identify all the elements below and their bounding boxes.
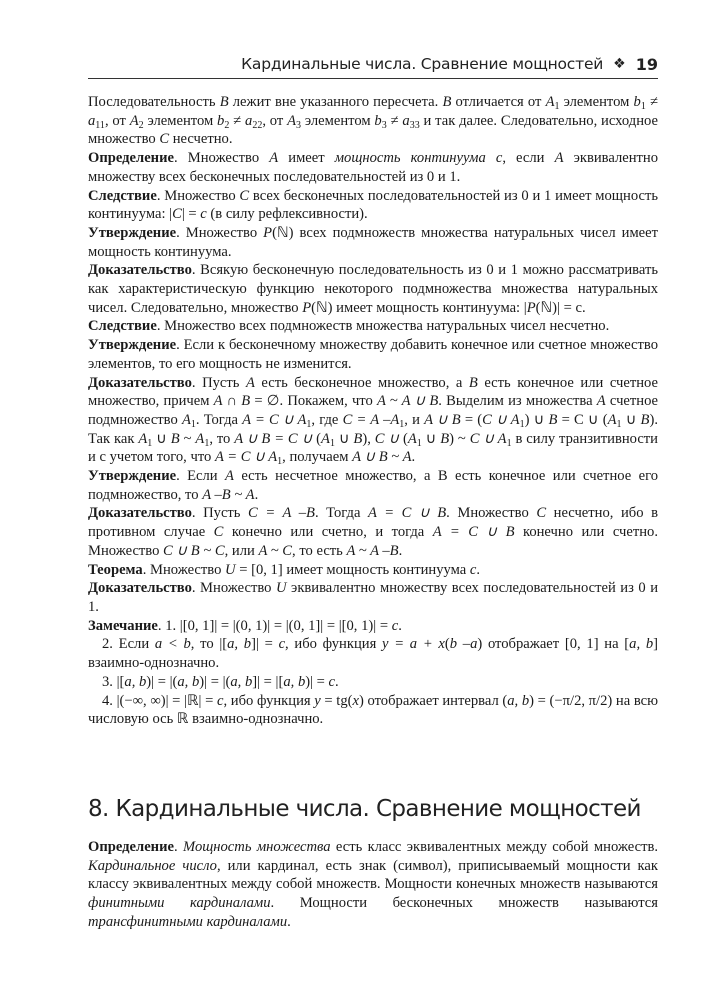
proof-paragraph: Доказательство. Пусть A есть бесконечное множество, а B есть конечное или счетное множество, причем A ∩ B = ∅. Покажем, что A ~ A ∪ B. Выделим из множества A счетное подмножество $A_1$. Тогда A = C ∪ $A_1$, где C = A $-A_1$, и A ∪ B = (C ∪ $A_1$) ∪ B = C ∪ ($A_1$ ∪ B). Так как $A_1$ ∪ B ~ $A_1$, то A ∪ B = C ∪ ($A_1$ ∪ B), C ∪ ($A_1$ ∪ B) ~ C ∪ $A_1$ в силу транзитивности и с учетом того, что A = C ∪ $A_1$, получаем A ∪ B ~ A. bbox=[88, 374, 659, 468]
label-definition: Определение bbox=[88, 150, 174, 167]
running-header bbox=[88, 52, 658, 76]
remark-item: 3. |[a, b)| = |(a, b)| = |(a, b]| = |[a, b)| = c. bbox=[102, 673, 339, 690]
proof-paragraph: Доказательство. Пусть C = A –B. Тогда A = C ∪ B. Множество C несчетно, ибо в противном случае C конечно или счетно, и тогда A = C ∪ B конечно или счетно. Множество C ∪ B ~ C, или A ~ C, то есть A ~ A –B. bbox=[88, 505, 658, 559]
body-text bbox=[88, 93, 658, 729]
running-title: Кардинальные числа. Сравнение мощностей bbox=[241, 55, 604, 73]
statement-paragraph: Утверждение. Если A есть несчетное множество, а B есть конечное или счетное его подмножество, то A –B ~ A. bbox=[88, 468, 658, 503]
remark-item: 2. Если a < b, то |[a, b]| = c, ибо функция y = a + x(b –a) отображает [0, 1] на [a, b] взаимно-однозначно. bbox=[88, 636, 659, 672]
header-rule bbox=[88, 78, 658, 79]
proof-paragraph: Доказательство. Множество U эквивалентно множеству всех последовательностей из 0 и 1. bbox=[88, 580, 659, 615]
statement-paragraph: Утверждение. Множество P(ℕ) всех подмножеств множества натуральных чисел имеет мощность континуума. bbox=[88, 224, 659, 260]
paragraph: Последовательность B лежит вне указанного пересчета. B отличается от $A_1$ элементом $b_1 \ne a_{11}$, от $A_2$ элементом $b_2 \ne a_{22}$, от $A_3$ элементом $b_3 \ne a_{33}$ и так далее. Следовательно, исходное множество C несчетно. bbox=[88, 94, 658, 148]
remark-paragraph: Замечание. 1. |[0, 1]| = |(0, 1)| = |(0, 1]| = |[0, 1)| = c. bbox=[88, 617, 402, 634]
theorem-paragraph: Теорема. Множество U = [0, 1] имеет мощность континуума c. bbox=[88, 561, 481, 578]
definition-paragraph: Определение. Множество A имеет мощность континуума с, если A эквивалентно множеству всех бесконечных последовательностей из 0 и 1. bbox=[88, 150, 659, 185]
corollary-paragraph: Следствие. Множество C всех бесконечных последовательностей из 0 и 1 имеет мощность континуума: |C| = c (в силу рефлексивности). bbox=[88, 187, 658, 223]
proof-paragraph: Доказательство. Всякую бесконечную последовательность из 0 и 1 можно рассматривать как характеристическую функцию некоторого подмножества множества натуральных чисел. Следовательно, множество P(ℕ) имеет мощность континуума: |P(ℕ)| = с. bbox=[88, 262, 658, 316]
page-number: 19 bbox=[635, 54, 658, 74]
section-heading: 8. Кардинальные числа. Сравнение мощностей bbox=[88, 796, 641, 822]
definition-paragraph: Определение. Мощность множества есть класс эквивалентных между собой множеств. Кардинальное число, или кардинал, есть знак (символ), приписываемый мощности как классу эквивалентных между собой множеств. Мощности конечных множеств называются финитными кардиналами. Мощности бесконечных множеств называются трансфинитными кардиналами. bbox=[88, 839, 659, 930]
section-body bbox=[88, 838, 658, 932]
statement-paragraph: Утверждение. Если к бесконечному множеству добавить конечное или счетное множество элементов, то его мощность не изменится. bbox=[88, 337, 658, 372]
remark-item: 4. |(−∞, ∞)| = |ℝ| = c, ибо функция y = tg(x) отображает интервал (a, b) = (−π/2, π/2) на всю числовую ось ℝ взаимно-однозначно. bbox=[88, 692, 659, 728]
corollary-paragraph: Следствие. Множество всех подмножеств множества натуральных чисел несчетно. bbox=[88, 318, 610, 335]
ornament-icon: ❖ bbox=[613, 56, 626, 72]
